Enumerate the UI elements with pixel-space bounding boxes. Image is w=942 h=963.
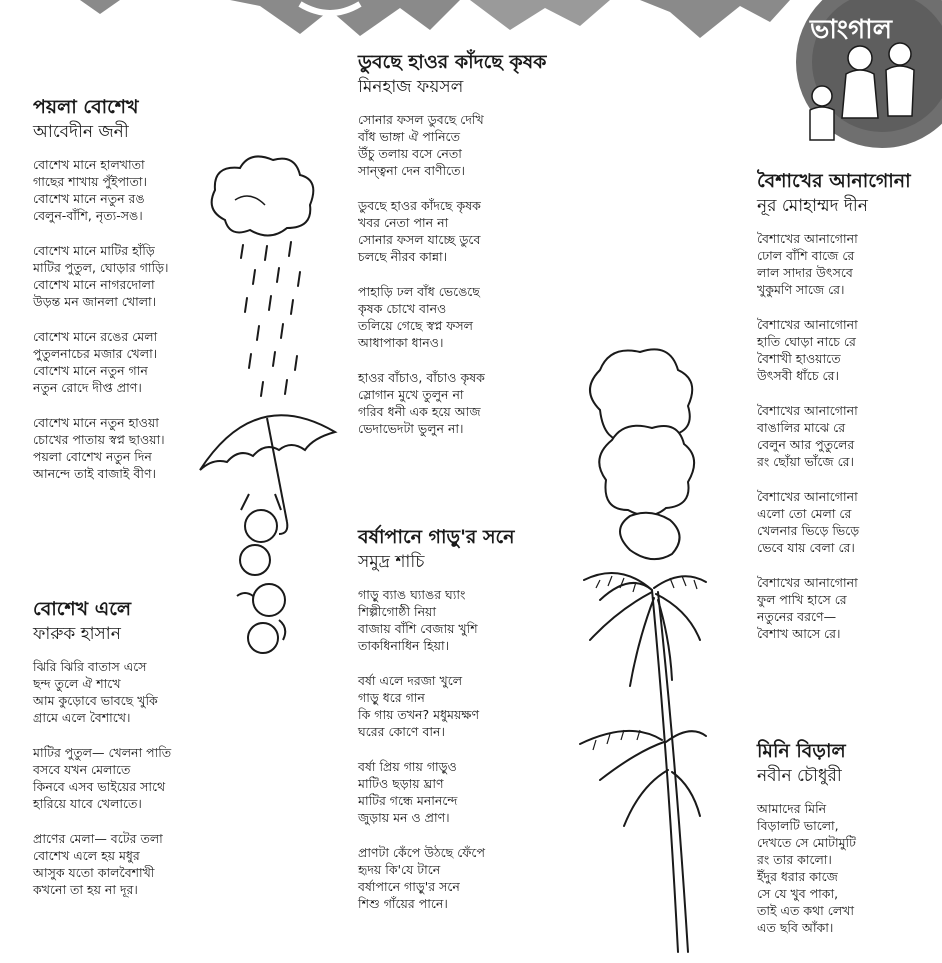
poem-line: বসবে যখন মেলাতে	[33, 762, 131, 777]
poem-stanza	[757, 402, 911, 470]
poem-line: রং তার কালো।	[757, 852, 832, 867]
poem-line: সোনার ফসল ডুবছে দেখি	[358, 112, 484, 127]
poem-line: ইঁদুর ধরার কাজে	[757, 869, 838, 884]
poem-line: বাঙালির মাঝে রে	[757, 420, 846, 435]
poem-line: শিল্পীগোষ্ঠী নিয়া	[358, 604, 437, 619]
poem-line: আমাদের মিনি	[757, 801, 827, 816]
poem-stanza	[358, 672, 515, 740]
poem-line: স্লোগান মুখে তুলুন না	[358, 387, 464, 402]
poem-line: এলো তো মেলা রে	[757, 506, 852, 521]
poem-line: মাটিও ছড়ায় ঘ্রাণ	[358, 776, 444, 791]
poem-line: কি গায় তখন? মধুময়ক্ষণ	[358, 707, 480, 722]
poem-line: পাহাড়ি ঢল বাঁধ ভেঙেছে	[358, 284, 480, 299]
poem-line: বোশেখ মানে নতুন রঙ	[33, 191, 145, 206]
poem-boishakh-ele	[33, 596, 171, 916]
poem-stanza	[358, 758, 515, 826]
poem-line: বোশেখ মানে নতুন গান	[33, 363, 148, 378]
poem-poyla-boishakh	[33, 94, 169, 500]
poem-line: নতুনের বরণে—	[757, 609, 837, 624]
poem-line: উঁচু তলায় বসে নেতা	[358, 146, 462, 161]
poem-stanza	[33, 156, 169, 224]
poem-line: তলিয়ে গেছে স্বপ্ন ফসল	[358, 318, 473, 333]
poem-line: উৎসবী ধাঁচে রে।	[757, 368, 839, 383]
poem-line: ঝিরি ঝিরি বাতাস এসে	[33, 659, 147, 674]
poem-stanza	[358, 197, 546, 265]
poem-line: ঢোল বাঁশি বাজে রে	[757, 248, 855, 263]
poem-line: ভেবে যায় বেলা রে।	[757, 540, 855, 555]
poem-title: ডুবছে হাওর কাঁদছে কৃষক	[358, 51, 547, 73]
poem-stanza	[358, 844, 515, 912]
poem-line: বোশেখ মানে রঙের মেলা	[33, 329, 158, 344]
poem-line: শিশু গাঁয়ের পানে।	[358, 896, 448, 911]
poem-stanza	[33, 328, 169, 396]
poem-line: খুকুমণি সাজে রে।	[757, 282, 845, 297]
poem-line: কিনবে এসব ভাইয়ের সাথে	[33, 779, 166, 794]
clouds-trees-illustration	[560, 340, 710, 955]
poem-line: খেলনার ভিড়ে ভিড়ে	[757, 523, 860, 538]
poem-stanza	[33, 744, 171, 812]
poem-stanza	[33, 414, 169, 482]
poem-line: বোশেখ মানে মাটির হাঁড়ি	[33, 243, 155, 258]
rain-umbrella-children-illustration	[195, 150, 340, 660]
poem-line: বর্ষাপানে গাড়ু'র সনে	[358, 879, 460, 894]
poem-author: নূর মোহাম্মদ দীন	[757, 196, 868, 216]
poem-line: ঘরের কোণে বান।	[358, 724, 445, 739]
poem-stanza	[757, 574, 911, 642]
poem-line: মাটির পুতুল— খেলনা পাতি	[33, 745, 172, 760]
poem-line: বৈশাখের আনাগোনা	[757, 317, 858, 332]
poem-stanza	[33, 658, 171, 726]
poem-author: ফারুক হাসান	[33, 624, 121, 644]
poem-line: বোশেখ মানে নাগরদোলা	[33, 277, 155, 292]
poem-stanza	[358, 283, 546, 351]
poem-line: পয়লা বোশেখ নতুন দিন	[33, 449, 152, 464]
poem-line: চলছে নীরব কান্না।	[358, 249, 448, 264]
poem-line: হারিয়ে যাবে খেলাতে।	[33, 796, 142, 811]
poem-line: উড়ন্ত মন জানলা খোলা।	[33, 294, 157, 309]
poem-stanza	[757, 230, 911, 298]
poem-stanza	[33, 830, 171, 898]
poem-stanza	[757, 800, 856, 936]
poem-line: গাড়ু ব্যাঙ ঘ্যাঙর ঘ্যাং	[358, 587, 466, 602]
magazine-badge-logo	[782, 0, 942, 150]
poem-line: ছন্দ তুলে ঐ শাখে	[33, 676, 121, 691]
poem-line: গরিব ধনী এক হয়ে আজ	[358, 404, 481, 419]
poem-title: বর্ষাপানে গাড়ু'র সনে	[358, 526, 515, 548]
poem-line: সে যে খুব পাকা,	[757, 886, 839, 901]
poem-line: বর্ষা প্রিয় গায় গাড়ুও	[358, 759, 457, 774]
poem-line: দেখতে সে মোটামুটি	[757, 835, 856, 850]
poem-line: গ্রামে এলে বৈশাখে।	[33, 710, 131, 725]
poem-author: সমুদ্র শাচি	[358, 552, 425, 572]
poem-line: চোখের পাতায় স্বপ্ন ছাওয়া।	[33, 432, 165, 447]
poem-line: গাড়ু ধরে গান	[358, 690, 425, 705]
poem-stanza	[358, 586, 515, 654]
poem-line: ডুবছে হাওর কাঁদছে কৃষক	[358, 198, 481, 213]
poem-borshapane	[358, 524, 515, 930]
poem-dubchhe-haor	[358, 49, 546, 455]
poem-author: মিনহাজ ফয়সল	[358, 77, 464, 97]
poem-line: আধাপাকা ধানও।	[358, 335, 444, 350]
poem-line: বৈশাখ আসে রে।	[757, 626, 841, 641]
poem-line: আসুক যতো কালবৈশাখী	[33, 865, 155, 880]
poem-line: বৈশাখী হাওয়াতে	[757, 351, 841, 366]
poem-line: গাছের শাখায় পুঁইপাতা।	[33, 174, 148, 189]
poem-boishakher-anagona	[757, 168, 911, 660]
poem-line: আনন্দে তাই বাজাই বীণ।	[33, 466, 156, 481]
poem-line: হাতি ঘোড়া নাচে রে	[757, 334, 856, 349]
poem-line: মাটির পুতুল, ঘোড়ার গাড়ি।	[33, 260, 169, 275]
poem-line: প্রাণের মেলা— বটের তলা	[33, 831, 163, 846]
poem-line: বর্ষা এলে দরজা খুলে	[358, 673, 463, 688]
poem-title: বৈশাখের আনাগোনা	[757, 170, 911, 192]
poem-line: বোশেখ মানে নতুন হাওয়া	[33, 415, 159, 430]
poem-line: খবর নেতা পান না	[358, 215, 449, 230]
poem-stanza	[358, 369, 546, 437]
poem-line: রং ছোঁয়া ভাঁজে রে।	[757, 454, 854, 469]
badge-text: ভাংগাল	[810, 15, 893, 45]
poem-line: পুতুলনাচের মজার খেলা।	[33, 346, 158, 361]
poem-stanza	[358, 111, 546, 179]
poem-line: হৃদয় কি'যে টানে	[358, 862, 441, 877]
poem-line: আম কুড়োবে ভাবছে খুকি	[33, 693, 158, 708]
poem-line: মাটির গন্ধে মনানন্দে	[358, 793, 458, 808]
poem-line: বাজায় বাঁশি বেজায় খুশি	[358, 621, 478, 636]
poem-line: বোশেখ এলে হয় মধুর	[33, 848, 140, 863]
poem-line: প্রাণটা কেঁপে উঠছে ফেঁপে	[358, 845, 485, 860]
poem-line: সান্ত্বনা দেন বাণীতে।	[358, 163, 465, 178]
poem-line: বৈশাখের আনাগোনা	[757, 575, 858, 590]
poem-line: তাকধিনাধিন হিয়া।	[358, 638, 450, 653]
poem-line: বিড়ালটি ভালো,	[757, 818, 839, 833]
poem-line: ভেদাভেদটা ভুলুন না।	[358, 421, 464, 436]
poem-line: কখনো তা হয় না দূর।	[33, 882, 138, 897]
poem-line: বৈশাখের আনাগোনা	[757, 231, 858, 246]
poem-line: বোশেখ মানে হালখাতা	[33, 157, 145, 172]
poem-line: কৃষক চোখে বানও	[358, 301, 447, 316]
poem-line: নতুন রোদে দীপ্ত প্রাণ।	[33, 380, 142, 395]
poem-stanza	[757, 488, 911, 556]
poem-mini-biral	[757, 738, 856, 954]
poem-title: বোশেখ এলে	[33, 598, 132, 620]
poem-line: বৈশাখের আনাগোনা	[757, 489, 858, 504]
poem-title: মিনি বিড়াল	[757, 740, 846, 762]
poem-line: লাল সাদার উৎসবে	[757, 265, 853, 280]
poem-line: তাই এত কথা লেখা	[757, 903, 854, 918]
poem-stanza	[757, 316, 911, 384]
poem-line: বৈশাখের আনাগোনা	[757, 403, 858, 418]
poem-author: নবীন চৌধুরী	[757, 766, 842, 786]
poem-line: এত ছবি আঁকা।	[757, 920, 834, 935]
poem-line: বেলুন আর পুতুলের	[757, 437, 855, 452]
poem-title: পয়লা বোশেখ	[33, 96, 139, 118]
poem-line: বাঁধ ভাঙ্গা ঐ পানিতে	[358, 129, 460, 144]
poem-line: জুড়ায় মন ও প্রাণ।	[358, 810, 450, 825]
poem-line: বেলুন-বাঁশি, নৃত্য-সঙ।	[33, 208, 143, 223]
poem-line: হাওর বাঁচাও, বাঁচাও কৃষক	[358, 370, 485, 385]
poem-line: ফুল পাখি হাসে রে	[757, 592, 847, 607]
poem-author: আবেদীন জনী	[33, 122, 129, 142]
poem-line: সোনার ফসল যাচ্ছে ডুবে	[358, 232, 481, 247]
poem-stanza	[33, 242, 169, 310]
